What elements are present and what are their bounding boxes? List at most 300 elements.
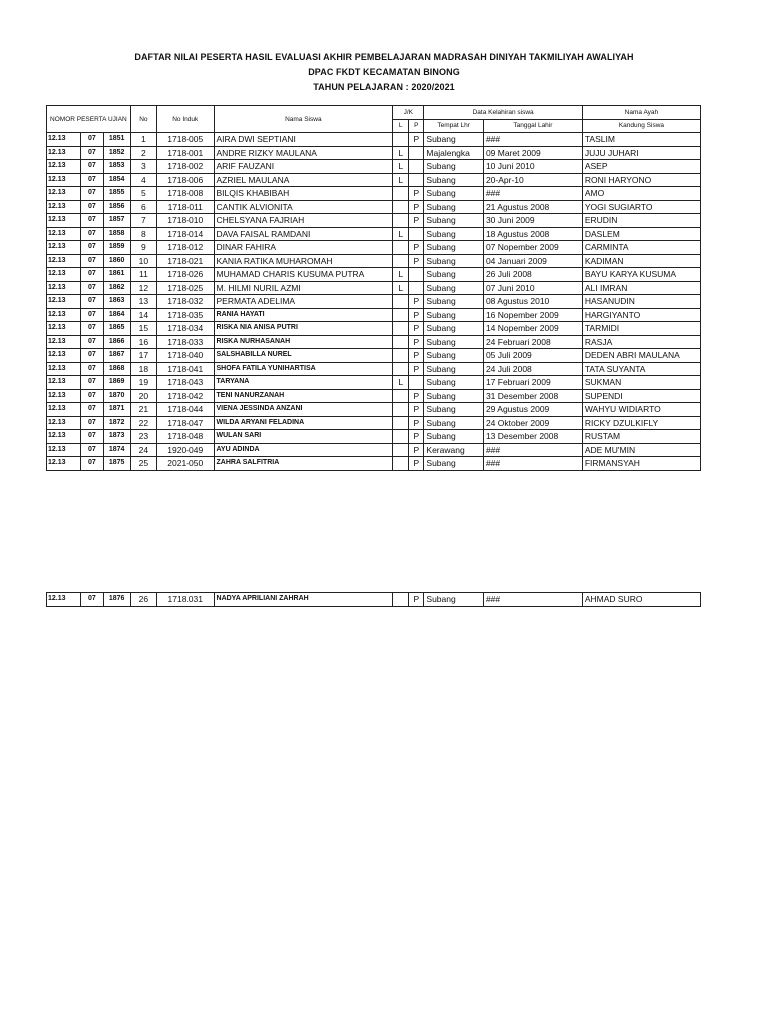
cell-kode-kecamatan: 07 <box>81 457 103 471</box>
cell-kode-kecamatan: 07 <box>81 146 103 160</box>
cell-no: 11 <box>130 268 156 282</box>
header-no-induk: No Induk <box>157 106 215 133</box>
cell-nama-siswa: RISKA NURHASANAH <box>214 335 393 349</box>
header-nomor-peserta: NOMOR PESERTA UJIAN <box>47 106 131 133</box>
cell-no-induk: 1718-002 <box>157 160 215 174</box>
cell-nomor-urut: 1862 <box>103 281 130 295</box>
cell-nama-siswa: M. HILMI NURIL AZMI <box>214 281 393 295</box>
cell-tempat-lahir: Subang <box>424 349 484 363</box>
cell-nomor-urut: 1857 <box>103 214 130 228</box>
header-l: L <box>393 119 409 133</box>
cell-no-induk: 1718-033 <box>157 335 215 349</box>
cell-kode-kabupaten: 12.13 <box>47 362 81 376</box>
cell-nomor-urut: 1856 <box>103 200 130 214</box>
cell-nama-siswa: NADYA APRILIANI ZAHRAH <box>214 593 393 607</box>
cell-no: 23 <box>130 430 156 444</box>
cell-tanggal-lahir: 10 Juni 2010 <box>483 160 582 174</box>
cell-jk-p <box>409 227 424 241</box>
cell-nomor-urut: 1853 <box>103 160 130 174</box>
cell-nama-ayah: ERUDIN <box>582 214 700 228</box>
cell-tempat-lahir: Subang <box>424 430 484 444</box>
cell-nama-siswa: ARIF FAUZANI <box>214 160 393 174</box>
cell-tempat-lahir: Subang <box>424 268 484 282</box>
cell-jk-p <box>409 160 424 174</box>
cell-no-induk: 1718-001 <box>157 146 215 160</box>
cell-tanggal-lahir: 17 Februari 2009 <box>483 376 582 390</box>
cell-no-induk: 1718-043 <box>157 376 215 390</box>
cell-jk-p <box>409 146 424 160</box>
cell-nama-ayah: RASJA <box>582 335 700 349</box>
document-header <box>0 50 768 95</box>
cell-kode-kecamatan: 07 <box>81 187 103 201</box>
cell-kode-kabupaten: 12.13 <box>47 443 81 457</box>
cell-tanggal-lahir: 29 Agustus 2009 <box>483 403 582 417</box>
cell-nama-siswa: AIRA DWI SEPTIANI <box>214 133 393 147</box>
cell-no-induk: 1718-034 <box>157 322 215 336</box>
header-jk: J/K <box>393 106 424 120</box>
cell-no: 6 <box>130 200 156 214</box>
cell-nama-ayah: AMO <box>582 187 700 201</box>
cell-nomor-urut: 1869 <box>103 376 130 390</box>
cell-tempat-lahir: Subang <box>424 322 484 336</box>
cell-jk-p: P <box>409 254 424 268</box>
cell-kode-kabupaten: 12.13 <box>47 389 81 403</box>
cell-nomor-urut: 1867 <box>103 349 130 363</box>
cell-jk-l: L <box>393 227 409 241</box>
table-row <box>47 133 701 147</box>
cell-nomor-urut: 1863 <box>103 295 130 309</box>
cell-no: 4 <box>130 173 156 187</box>
cell-nomor-urut: 1858 <box>103 227 130 241</box>
cell-jk-p: P <box>409 335 424 349</box>
table-row <box>47 241 701 255</box>
table-row <box>47 146 701 160</box>
cell-nama-ayah: RICKY DZULKIFLY <box>582 416 700 430</box>
cell-nama-siswa: RANIA HAYATI <box>214 308 393 322</box>
cell-jk-p <box>409 268 424 282</box>
cell-jk-l: L <box>393 376 409 390</box>
table-row <box>47 214 701 228</box>
cell-kode-kecamatan: 07 <box>81 295 103 309</box>
cell-nama-ayah: WAHYU WIDIARTO <box>582 403 700 417</box>
cell-tanggal-lahir: 26 Juli 2008 <box>483 268 582 282</box>
cell-no: 24 <box>130 443 156 457</box>
cell-jk-l: L <box>393 146 409 160</box>
cell-jk-l <box>393 133 409 147</box>
cell-kode-kecamatan: 07 <box>81 362 103 376</box>
cell-nama-siswa: VIENA JESSINDA ANZANI <box>214 403 393 417</box>
cell-kode-kecamatan: 07 <box>81 416 103 430</box>
cell-tempat-lahir: Subang <box>424 187 484 201</box>
cell-tempat-lahir: Subang <box>424 281 484 295</box>
cell-kode-kecamatan: 07 <box>81 254 103 268</box>
cell-kode-kabupaten: 12.13 <box>47 187 81 201</box>
header-data-kelahiran: Data Kelahiran siswa <box>424 106 582 120</box>
cell-nama-siswa: WULAN SARI <box>214 430 393 444</box>
cell-no-induk: 1920-049 <box>157 443 215 457</box>
cell-kode-kabupaten: 12.13 <box>47 457 81 471</box>
cell-kode-kecamatan: 07 <box>81 389 103 403</box>
cell-nama-siswa: AZRIEL MAULANA <box>214 173 393 187</box>
cell-tanggal-lahir: 13 Desember 2008 <box>483 430 582 444</box>
cell-kode-kecamatan: 07 <box>81 349 103 363</box>
cell-tempat-lahir: Subang <box>424 593 484 607</box>
cell-no-induk: 1718-021 <box>157 254 215 268</box>
cell-nama-siswa: CHELSYANA FAJRIAH <box>214 214 393 228</box>
cell-kode-kecamatan: 07 <box>81 322 103 336</box>
cell-kode-kabupaten: 12.13 <box>47 295 81 309</box>
table-row <box>47 443 701 457</box>
cell-no-induk: 1718-005 <box>157 133 215 147</box>
table-row <box>47 268 701 282</box>
cell-kode-kecamatan: 07 <box>81 443 103 457</box>
cell-tempat-lahir: Subang <box>424 295 484 309</box>
cell-nama-ayah: TATA SUYANTA <box>582 362 700 376</box>
cell-nama-siswa: SHOFA FATILA YUNIHARTISA <box>214 362 393 376</box>
cell-no: 14 <box>130 308 156 322</box>
cell-nama-siswa: MUHAMAD CHARIS KUSUMA PUTRA <box>214 268 393 282</box>
cell-no-induk: 1718-008 <box>157 187 215 201</box>
cell-kode-kecamatan: 07 <box>81 430 103 444</box>
cell-nama-ayah: BAYU KARYA KUSUMA <box>582 268 700 282</box>
cell-no-induk: 1718-044 <box>157 403 215 417</box>
cell-jk-l <box>393 593 409 607</box>
table-row <box>47 173 701 187</box>
cell-tempat-lahir: Subang <box>424 173 484 187</box>
table-row <box>47 335 701 349</box>
table-row <box>47 227 701 241</box>
cell-no-induk: 2021-050 <box>157 457 215 471</box>
cell-nomor-urut: 1859 <box>103 241 130 255</box>
cell-tanggal-lahir: 04 Januari 2009 <box>483 254 582 268</box>
student-table <box>46 105 701 471</box>
header-tempat-lahir: Tempat Lhr <box>424 119 484 133</box>
cell-jk-p: P <box>409 349 424 363</box>
cell-no: 15 <box>130 322 156 336</box>
extra-table-body <box>47 593 701 607</box>
cell-nama-siswa: BILQIS KHABIBAH <box>214 187 393 201</box>
cell-kode-kabupaten: 12.13 <box>47 173 81 187</box>
cell-nomor-urut: 1872 <box>103 416 130 430</box>
cell-tempat-lahir: Subang <box>424 160 484 174</box>
cell-tempat-lahir: Subang <box>424 416 484 430</box>
cell-nama-siswa: ANDRE RIZKY MAULANA <box>214 146 393 160</box>
cell-tempat-lahir: Subang <box>424 214 484 228</box>
cell-no: 25 <box>130 457 156 471</box>
cell-no: 22 <box>130 416 156 430</box>
cell-no: 18 <box>130 362 156 376</box>
cell-jk-p <box>409 376 424 390</box>
header-no: No <box>130 106 156 133</box>
cell-tempat-lahir: Subang <box>424 376 484 390</box>
cell-tempat-lahir: Subang <box>424 457 484 471</box>
cell-kode-kabupaten: 12.13 <box>47 146 81 160</box>
cell-no: 10 <box>130 254 156 268</box>
cell-nama-siswa: PERMATA ADELIMA <box>214 295 393 309</box>
cell-nama-ayah: SUPENDI <box>582 389 700 403</box>
cell-jk-p <box>409 281 424 295</box>
cell-jk-l <box>393 241 409 255</box>
cell-tanggal-lahir: 08 Agustus 2010 <box>483 295 582 309</box>
cell-nama-ayah: ASEP <box>582 160 700 174</box>
cell-nama-ayah: RUSTAM <box>582 430 700 444</box>
cell-kode-kabupaten: 12.13 <box>47 254 81 268</box>
cell-jk-p: P <box>409 308 424 322</box>
cell-kode-kabupaten: 12.13 <box>47 593 81 607</box>
table-row <box>47 362 701 376</box>
cell-jk-p: P <box>409 241 424 255</box>
cell-nama-ayah: CARMINTA <box>582 241 700 255</box>
cell-tanggal-lahir: 18 Agustus 2008 <box>483 227 582 241</box>
cell-jk-p: P <box>409 430 424 444</box>
cell-tanggal-lahir: ### <box>483 187 582 201</box>
cell-no-induk: 1718-032 <box>157 295 215 309</box>
cell-kode-kecamatan: 07 <box>81 593 103 607</box>
cell-tempat-lahir: Subang <box>424 200 484 214</box>
cell-nama-ayah: DEDEN ABRI MAULANA <box>582 349 700 363</box>
cell-no-induk: 1718-014 <box>157 227 215 241</box>
school-year: TAHUN PELAJARAN : 2020/2021 <box>313 82 455 92</box>
cell-nomor-urut: 1871 <box>103 403 130 417</box>
cell-tanggal-lahir: 20-Apr-10 <box>483 173 582 187</box>
table-row <box>47 281 701 295</box>
cell-tempat-lahir: Subang <box>424 362 484 376</box>
cell-jk-l: L <box>393 173 409 187</box>
cell-kode-kabupaten: 12.13 <box>47 268 81 282</box>
cell-nama-siswa: WILDA ARYANI FELADINA <box>214 416 393 430</box>
cell-tanggal-lahir: 30 Juni 2009 <box>483 214 582 228</box>
cell-tempat-lahir: Kerawang <box>424 443 484 457</box>
cell-jk-p: P <box>409 443 424 457</box>
cell-kode-kabupaten: 12.13 <box>47 335 81 349</box>
cell-no-induk: 1718-042 <box>157 389 215 403</box>
cell-jk-p: P <box>409 593 424 607</box>
cell-nama-ayah: TASLIM <box>582 133 700 147</box>
cell-jk-l <box>393 214 409 228</box>
cell-no-induk: 1718-025 <box>157 281 215 295</box>
cell-tempat-lahir: Subang <box>424 308 484 322</box>
cell-jk-l <box>393 254 409 268</box>
cell-tempat-lahir: Subang <box>424 403 484 417</box>
cell-no: 20 <box>130 389 156 403</box>
cell-no: 9 <box>130 241 156 255</box>
cell-nama-siswa: DINAR FAHIRA <box>214 241 393 255</box>
cell-jk-l <box>393 443 409 457</box>
table-row <box>47 308 701 322</box>
cell-jk-l <box>393 308 409 322</box>
cell-no-induk: 1718-041 <box>157 362 215 376</box>
cell-kode-kecamatan: 07 <box>81 200 103 214</box>
cell-nomor-urut: 1865 <box>103 322 130 336</box>
cell-nomor-urut: 1864 <box>103 308 130 322</box>
cell-kode-kabupaten: 12.13 <box>47 200 81 214</box>
table-row <box>47 322 701 336</box>
cell-nomor-urut: 1874 <box>103 443 130 457</box>
cell-nama-ayah: FIRMANSYAH <box>582 457 700 471</box>
cell-jk-l <box>393 349 409 363</box>
cell-tanggal-lahir: 24 Februari 2008 <box>483 335 582 349</box>
cell-no: 2 <box>130 146 156 160</box>
cell-kode-kecamatan: 07 <box>81 268 103 282</box>
cell-kode-kecamatan: 07 <box>81 133 103 147</box>
cell-no: 1 <box>130 133 156 147</box>
cell-no: 8 <box>130 227 156 241</box>
cell-kode-kecamatan: 07 <box>81 227 103 241</box>
cell-tanggal-lahir: 24 Oktober 2009 <box>483 416 582 430</box>
cell-nama-ayah: RONI HARYONO <box>582 173 700 187</box>
cell-nama-siswa: ZAHRA SALFITRIA <box>214 457 393 471</box>
cell-nomor-urut: 1873 <box>103 430 130 444</box>
cell-jk-l <box>393 362 409 376</box>
cell-jk-p: P <box>409 133 424 147</box>
table-row <box>47 593 701 607</box>
cell-tanggal-lahir: 14 Nopember 2009 <box>483 322 582 336</box>
cell-kode-kabupaten: 12.13 <box>47 349 81 363</box>
cell-nomor-urut: 1860 <box>103 254 130 268</box>
table-row <box>47 295 701 309</box>
cell-jk-p <box>409 173 424 187</box>
cell-no: 7 <box>130 214 156 228</box>
header-tanggal-lahir: Tanggal Lahir <box>483 119 582 133</box>
cell-nomor-urut: 1876 <box>103 593 130 607</box>
cell-jk-p: P <box>409 295 424 309</box>
cell-jk-l: L <box>393 268 409 282</box>
cell-jk-l <box>393 200 409 214</box>
document-title: DAFTAR NILAI PESERTA HASIL EVALUASI AKHIR PEMBELAJARAN MADRASAH DINIYAH TAKMILIYAH AWALIYAH <box>134 52 634 62</box>
cell-kode-kabupaten: 12.13 <box>47 430 81 444</box>
cell-jk-p: P <box>409 187 424 201</box>
cell-nama-ayah: ADE MU'MIN <box>582 443 700 457</box>
cell-kode-kabupaten: 12.13 <box>47 160 81 174</box>
cell-tanggal-lahir: ### <box>483 593 582 607</box>
cell-no: 13 <box>130 295 156 309</box>
cell-nama-ayah: HASANUDIN <box>582 295 700 309</box>
cell-kode-kabupaten: 12.13 <box>47 133 81 147</box>
table-header <box>47 106 701 133</box>
header-nama-ayah: Nama Ayah <box>582 106 700 120</box>
table-row <box>47 389 701 403</box>
cell-no-induk: 1718.031 <box>157 593 215 607</box>
cell-tanggal-lahir: ### <box>483 133 582 147</box>
cell-jk-p: P <box>409 416 424 430</box>
cell-jk-p: P <box>409 200 424 214</box>
cell-tempat-lahir: Majalengka <box>424 146 484 160</box>
cell-kode-kecamatan: 07 <box>81 308 103 322</box>
table-body <box>47 133 701 471</box>
cell-nama-siswa: KANIA RATIKA MUHAROMAH <box>214 254 393 268</box>
cell-tanggal-lahir: 21 Agustus 2008 <box>483 200 582 214</box>
cell-no: 21 <box>130 403 156 417</box>
cell-nomor-urut: 1861 <box>103 268 130 282</box>
cell-tempat-lahir: Subang <box>424 227 484 241</box>
table-row <box>47 403 701 417</box>
cell-jk-p: P <box>409 389 424 403</box>
cell-nama-ayah: DASLEM <box>582 227 700 241</box>
cell-jk-l <box>393 295 409 309</box>
cell-kode-kecamatan: 07 <box>81 376 103 390</box>
cell-nama-ayah: KADIMAN <box>582 254 700 268</box>
cell-no-induk: 1718-040 <box>157 349 215 363</box>
cell-kode-kecamatan: 07 <box>81 335 103 349</box>
header-p: P <box>409 119 424 133</box>
cell-nama-ayah: ALI IMRAN <box>582 281 700 295</box>
cell-nomor-urut: 1851 <box>103 133 130 147</box>
cell-tempat-lahir: Subang <box>424 254 484 268</box>
cell-tanggal-lahir: 09 Maret 2009 <box>483 146 582 160</box>
cell-tanggal-lahir: 07 Juni 2010 <box>483 281 582 295</box>
cell-nomor-urut: 1870 <box>103 389 130 403</box>
cell-kode-kecamatan: 07 <box>81 281 103 295</box>
cell-tempat-lahir: Subang <box>424 389 484 403</box>
table-row <box>47 430 701 444</box>
cell-nama-siswa: TENI NANURZANAH <box>214 389 393 403</box>
cell-no-induk: 1718-047 <box>157 416 215 430</box>
cell-no-induk: 1718-006 <box>157 173 215 187</box>
cell-no-induk: 1718-026 <box>157 268 215 282</box>
cell-tanggal-lahir: 16 Nopember 2009 <box>483 308 582 322</box>
table-row <box>47 187 701 201</box>
table-row <box>47 376 701 390</box>
header-nama-siswa: Nama Siswa <box>214 106 393 133</box>
cell-no: 16 <box>130 335 156 349</box>
cell-nama-siswa: DAVA FAISAL RAMDANI <box>214 227 393 241</box>
cell-no-induk: 1718-012 <box>157 241 215 255</box>
cell-kode-kabupaten: 12.13 <box>47 281 81 295</box>
cell-nama-siswa: CANTIK ALVIONITA <box>214 200 393 214</box>
cell-no-induk: 1718-048 <box>157 430 215 444</box>
cell-no: 26 <box>130 593 156 607</box>
cell-jk-p: P <box>409 362 424 376</box>
cell-no: 5 <box>130 187 156 201</box>
cell-no: 3 <box>130 160 156 174</box>
cell-no: 12 <box>130 281 156 295</box>
cell-tempat-lahir: Subang <box>424 335 484 349</box>
cell-nomor-urut: 1875 <box>103 457 130 471</box>
document-subtitle: DPAC FKDT KECAMATAN BINONG <box>308 67 460 77</box>
cell-tanggal-lahir: 24 Juli 2008 <box>483 362 582 376</box>
cell-kode-kecamatan: 07 <box>81 160 103 174</box>
table-row <box>47 200 701 214</box>
cell-tanggal-lahir: 31 Desember 2008 <box>483 389 582 403</box>
cell-kode-kabupaten: 12.13 <box>47 322 81 336</box>
cell-no-induk: 1718-035 <box>157 308 215 322</box>
cell-kode-kabupaten: 12.13 <box>47 416 81 430</box>
cell-no: 19 <box>130 376 156 390</box>
cell-nomor-urut: 1854 <box>103 173 130 187</box>
cell-tanggal-lahir: ### <box>483 457 582 471</box>
cell-tanggal-lahir: ### <box>483 443 582 457</box>
cell-nama-siswa: TARYANA <box>214 376 393 390</box>
cell-jk-l <box>393 335 409 349</box>
table-row <box>47 349 701 363</box>
extra-student-table <box>46 592 701 607</box>
cell-nama-ayah: YOGI SUGIARTO <box>582 200 700 214</box>
cell-nama-siswa: AYU ADINDA <box>214 443 393 457</box>
cell-jk-l <box>393 416 409 430</box>
table-row <box>47 416 701 430</box>
table-row <box>47 160 701 174</box>
cell-nama-siswa: SALSHABILLA NUREL <box>214 349 393 363</box>
cell-jk-l <box>393 187 409 201</box>
header-kandung-siswa: Kandung Siswa <box>582 119 700 133</box>
cell-kode-kabupaten: 12.13 <box>47 403 81 417</box>
cell-kode-kecamatan: 07 <box>81 214 103 228</box>
cell-jk-l: L <box>393 281 409 295</box>
cell-jk-l <box>393 389 409 403</box>
table-row <box>47 457 701 471</box>
cell-jk-l: L <box>393 160 409 174</box>
cell-tempat-lahir: Subang <box>424 133 484 147</box>
